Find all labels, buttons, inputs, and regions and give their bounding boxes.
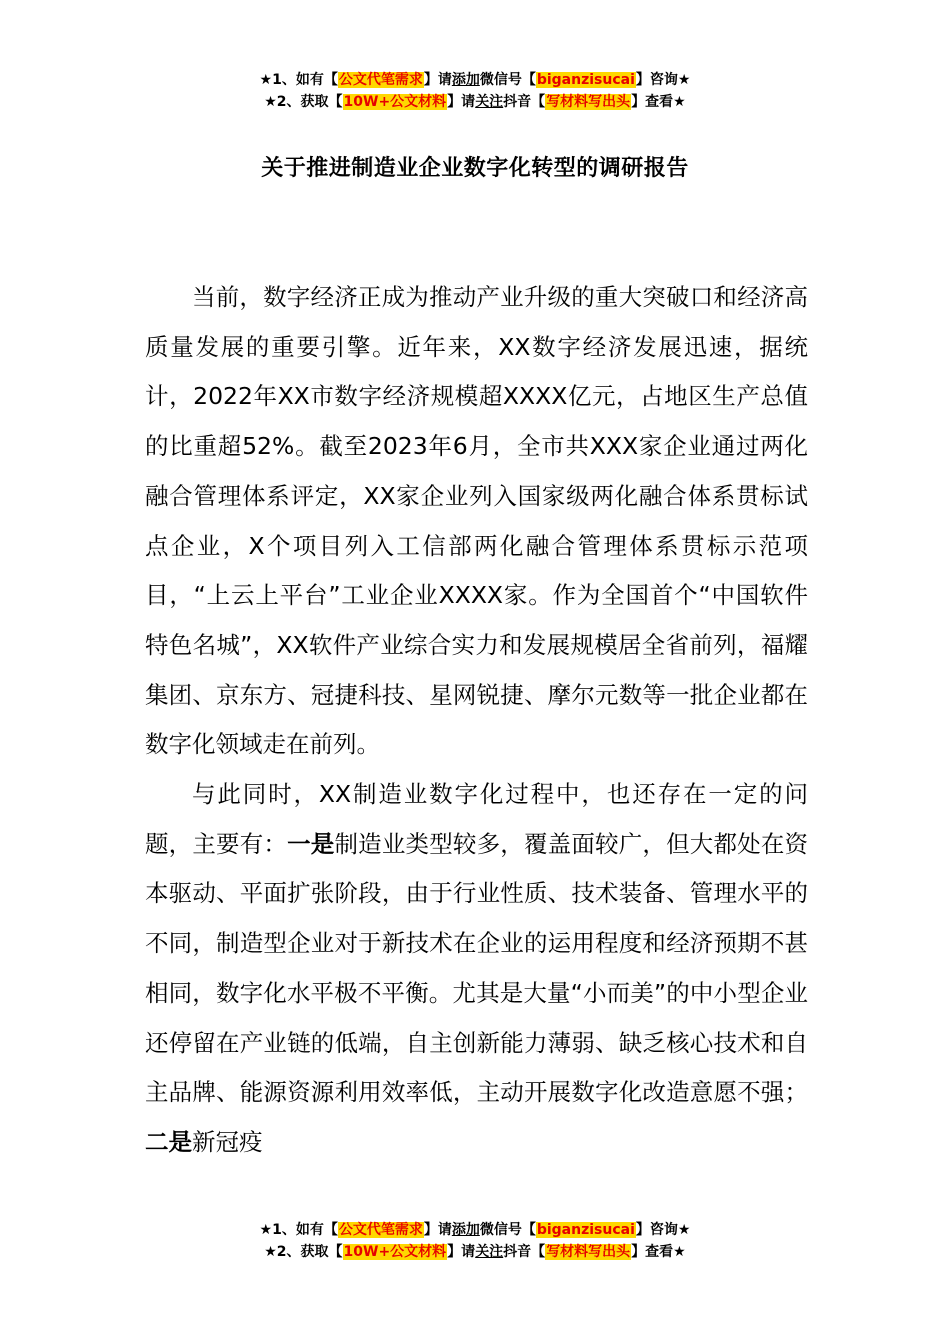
paragraph-1: 当前，数字经济正成为推动产业升级的重大突破口和经济高质量发展的重要引擎。近年来，XX数字经济发展迅速，据统计，2022年XX市数字经济规模超XXXX亿元，占地区生产总值的比重超52%。截至2023年6月，全市共XXX家企业通过两化融合管理体系评定，XX家企业列入国家级两化融合体系贯标试点企业，X个项目列入工信部两化融合管理体系贯标示范项目，“上云上平台”工业企业XXXX家。作为全国首个“中国软件特色名城”，XX软件产业综合实力和发展规模居全省前列，福耀集团、京东方、冠捷科技、星网锐捷、摩尔元数等一批企业都在数字化领域走在前列。 xyxy=(145,283,808,759)
promo-underlined-text: 添加 xyxy=(451,72,480,88)
promo-highlight: 公文代笔需求 xyxy=(338,1222,423,1238)
promo-text: ★1、如有【 xyxy=(259,1222,338,1238)
promo-text: 】请 xyxy=(423,72,452,88)
promo-text: 抖音【 xyxy=(503,1244,546,1260)
promo-text: 】请 xyxy=(447,94,476,110)
promo-text: 】请 xyxy=(423,1222,452,1238)
promo-text: 】咨询★ xyxy=(635,1222,691,1238)
promo-banner-top xyxy=(0,69,950,113)
promo-highlight: 10W+公文材料 xyxy=(343,94,447,110)
promo-text: 抖音【 xyxy=(503,94,546,110)
paragraph-text: 制造业类型较多，覆盖面较广，但大都处在资本驱动、平面扩张阶段，由于行业性质、技术装备、管理水平的不同，制造型企业对于新技术在企业的运用程度和经济预期不甚相同，数字化水平极不平衡。尤其是大量“小而美”的中小型企业还停留在产业链的低端，自主创新能力薄弱、缺乏核心技术和自主品牌、能源资源利用效率低，主动开展数字化改造意愿不强； xyxy=(145,829,809,1107)
promo-highlight: biganzisucai xyxy=(536,1222,635,1238)
promo-line-2 xyxy=(0,91,950,113)
promo-text: ★1、如有【 xyxy=(259,72,338,88)
promo-underlined-text: 关注 xyxy=(475,94,504,110)
promo-line-1 xyxy=(0,69,950,91)
point-label: 一是 xyxy=(287,829,335,858)
promo-highlight: 写材料写出头 xyxy=(546,1244,631,1260)
point-label: 二是 xyxy=(145,1127,192,1156)
document-body xyxy=(145,273,808,1168)
paragraph-2 xyxy=(145,770,808,1168)
promo-text: 】咨询★ xyxy=(635,72,691,88)
promo-underlined-text: 添加 xyxy=(451,1222,480,1238)
promo-highlight: 10W+公文材料 xyxy=(343,1244,447,1260)
promo-text: 微信号【 xyxy=(479,72,536,88)
promo-banner-bottom xyxy=(0,1219,950,1263)
promo-line-2 xyxy=(0,1241,950,1263)
promo-highlight: 写材料写出头 xyxy=(546,94,631,110)
promo-line-1 xyxy=(0,1219,950,1241)
promo-text: 】查看★ xyxy=(631,94,686,110)
promo-text: 】查看★ xyxy=(631,1244,686,1260)
promo-text: 微信号【 xyxy=(479,1222,536,1238)
paragraph-text: 新冠疫 xyxy=(192,1127,263,1156)
promo-underlined-text: 关注 xyxy=(475,1244,504,1260)
paragraph-text: 与此同时，XX制造业数字化过程中，也还存在一定的问题，主要有： xyxy=(145,780,808,858)
promo-highlight: 公文代笔需求 xyxy=(338,72,423,88)
document-title: 关于推进制造业企业数字化转型的调研报告 xyxy=(261,156,689,181)
promo-text: ★2、获取【 xyxy=(264,94,343,110)
promo-text: 】请 xyxy=(447,1244,476,1260)
promo-highlight: biganzisucai xyxy=(536,72,635,88)
promo-text: ★2、获取【 xyxy=(264,1244,343,1260)
